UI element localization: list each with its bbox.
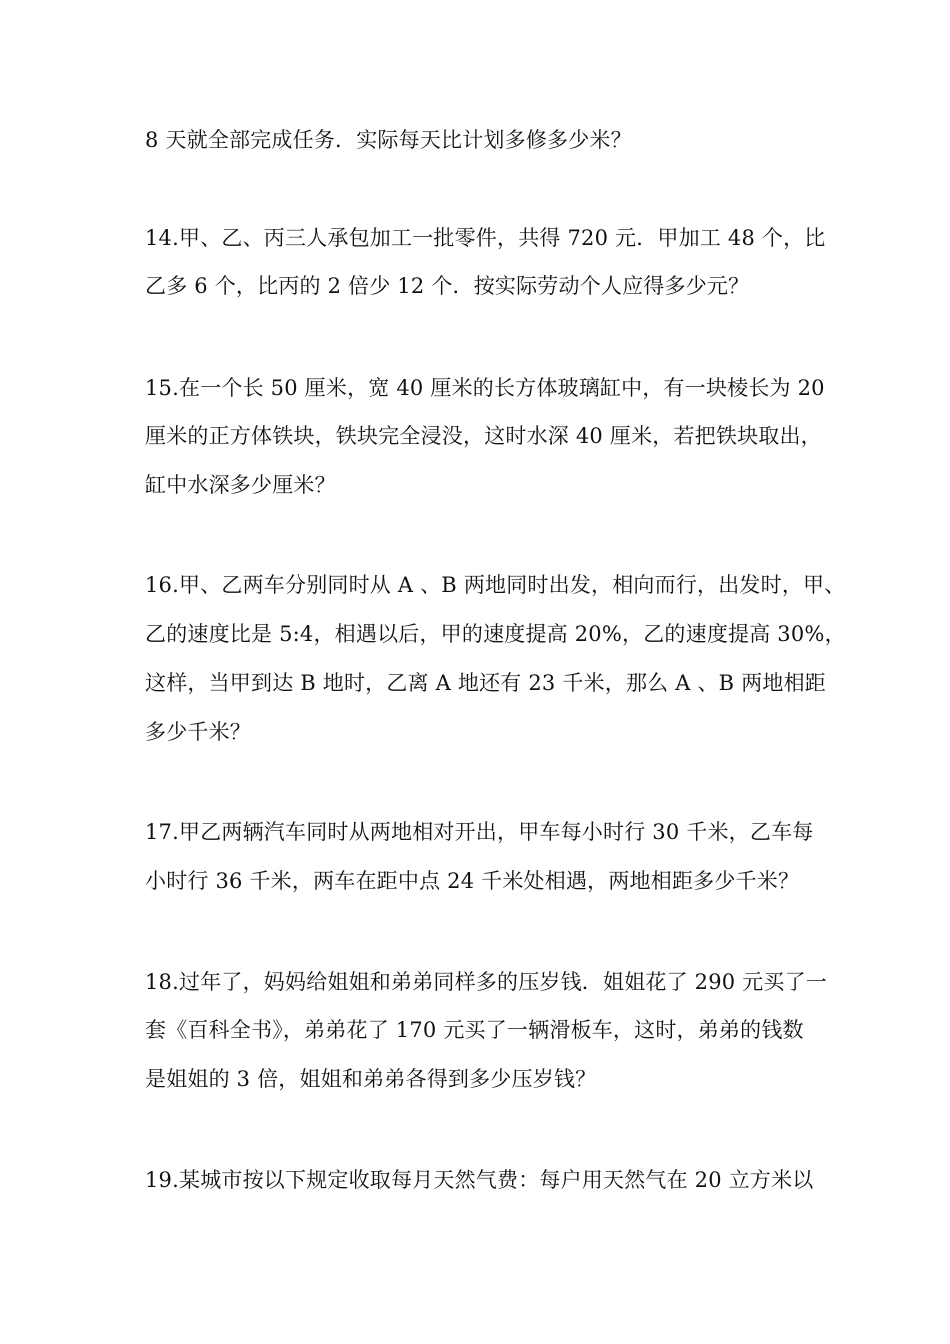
q14-line-2: 乙多 6 个，比丙的 2 倍少 12 个．按实际劳动个人应得多少元？: [145, 274, 750, 298]
q16-line-2: 乙的速度比是 5:4，相遇以后，甲的速度提高 20%，乙的速度提高 30%，: [145, 622, 846, 646]
q13-line-1: 8 天就全部完成任务．实际每天比计划多修多少米？: [145, 128, 632, 152]
q19-line-1: 19.某城市按以下规定收取每月天然气费：每户用天然气在 20 立方米以: [145, 1168, 814, 1192]
q17-line-2: 小时行 36 千米，两车在距中点 24 千米处相遇，两地相距多少千米？: [145, 869, 800, 893]
q16-line-3: 这样，当甲到达 B 地时，乙离 A 地还有 23 千米，那么 A 、B 两地相距: [145, 671, 826, 695]
q15-line-1: 15.在一个长 50 厘米，宽 40 厘米的长方体玻璃缸中，有一块棱长为 20: [145, 376, 825, 400]
q15-line-3: 缸中水深多少厘米？: [145, 473, 336, 497]
q15-line-2: 厘米的正方体铁块，铁块完全浸没，这时水深 40 厘米，若把铁块取出，: [145, 424, 822, 448]
q17-line-1: 17.甲乙两辆汽车同时从两地相对开出，甲车每小时行 30 千米，乙车每: [145, 820, 814, 844]
q18-line-3: 是姐姐的 3 倍，姐姐和弟弟各得到多少压岁钱？: [145, 1067, 597, 1091]
q16-line-1: 16.甲、乙两车分别同时从 A 、B 两地同时出发，相向而行，出发时，甲、: [145, 573, 846, 597]
q18-line-2: 套《百科全书》，弟弟花了 170 元买了一辆滑板车，这时，弟弟的钱数: [145, 1018, 804, 1042]
q16-line-4: 多少千米？: [145, 720, 251, 744]
q18-line-1: 18.过年了，妈妈给姐姐和弟弟同样多的压岁钱．姐姐花了 290 元买了一: [145, 970, 828, 994]
q14-line-1: 14.甲、乙、丙三人承包加工一批零件，共得 720 元．甲加工 48 个，比: [145, 226, 826, 250]
